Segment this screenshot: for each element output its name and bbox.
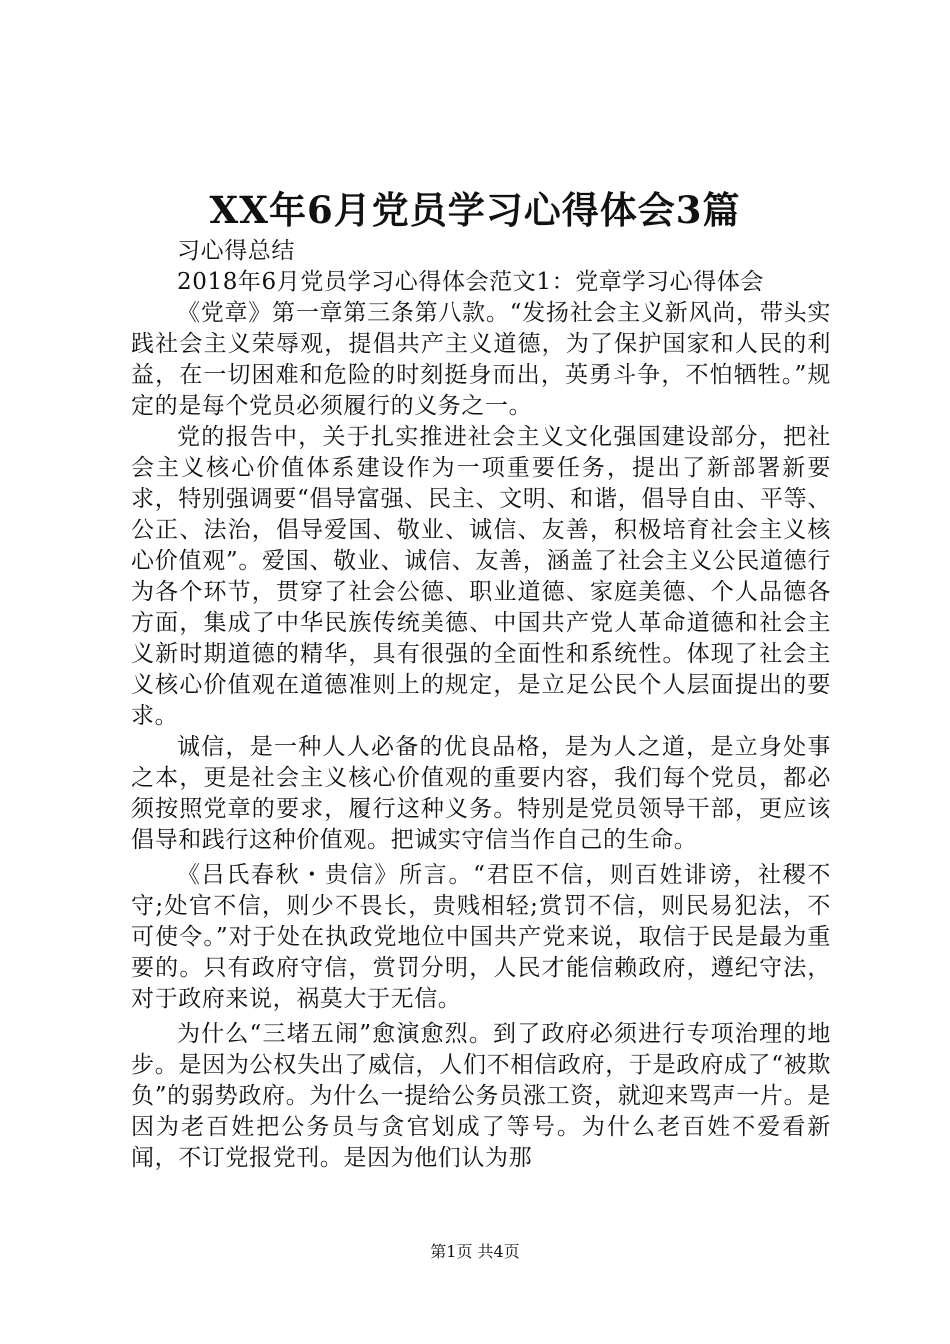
paragraph: 《吕氏春秋・贵信》所言。“君臣不信，则百姓诽谤，社稷不守;处官不信，则少不畏长，贵贱相轻;赏罚不信，则民易犯法，不可使令。”对于处在执政党地位中国共产党来说，取信于民是最为重要的。只有政府守信，赏罚分明，人民才能信赖政府，遵纪守法，对于政府来说，祸莫大于无信。 [131, 862, 831, 1012]
paragraph: 诚信，是一种人人必备的优良品格，是为人之道，是立身处事之本，更是社会主义核心价值观的重要内容，我们每个党员，都必须按照党章的要求，履行这种义务。特别是党员领导干部，更应该倡导和践行这种价值观。把诚实守信当作自己的生命。 [131, 734, 831, 853]
paragraph-subtitle: 习心得总结 [177, 238, 295, 264]
page-number-footer: 第1页 共4页 [430, 1242, 520, 1261]
document-body [131, 236, 831, 1174]
paragraph: 《党章》第一章第三条第八款。“发扬社会主义新风尚，带头实践社会主义荣辱观，提倡共产主义道德，为了保护国家和人民的利益，在一切困难和危险的时刻挺身而出，英勇斗争，不怕牺牲。”规定的是每个党员必须履行的义务之一。 [131, 300, 831, 419]
document-title: XX年6月党员学习心得体会3篇 [209, 188, 741, 232]
paragraph: 党的报告中，关于扎实推进社会主义文化强国建设部分，把社会主义核心价值体系建设作为一项重要任务，提出了新部署新要求，特别强调要“倡导富强、民主、文明、和谐，倡导自由、平等、公正、法治，倡导爱国、敬业、诚信、友善，积极培育社会主义核心价值观”。爱国、敬业、诚信、友善，涵盖了社会主义公民道德行为各个环节，贯穿了社会公德、职业道德、家庭美德、个人品德各方面，集成了中华民族传统美德、中国共产党人革命道德和社会主义新时期道德的精华，具有很强的全面性和系统性。体现了社会主义核心价值观在道德准则上的规定，是立足公民个人层面提出的要求。 [131, 424, 831, 729]
paragraph: 为什么“三堵五闹”愈演愈烈。到了政府必须进行专项治理的地步。是因为公权失出了威信，人们不相信政府，于是政府成了“被欺负”的弱势政府。为什么一提给公务员涨工资，就迎来骂声一片。是因为老百姓把公务员与贪官划成了等号。为什么老百姓不爱看新闻，不订党报党刊。是因为他们认为那 [131, 1021, 831, 1171]
paragraph-heading: 2018年6月党员学习心得体会范文1：党章学习心得体会 [177, 269, 764, 295]
